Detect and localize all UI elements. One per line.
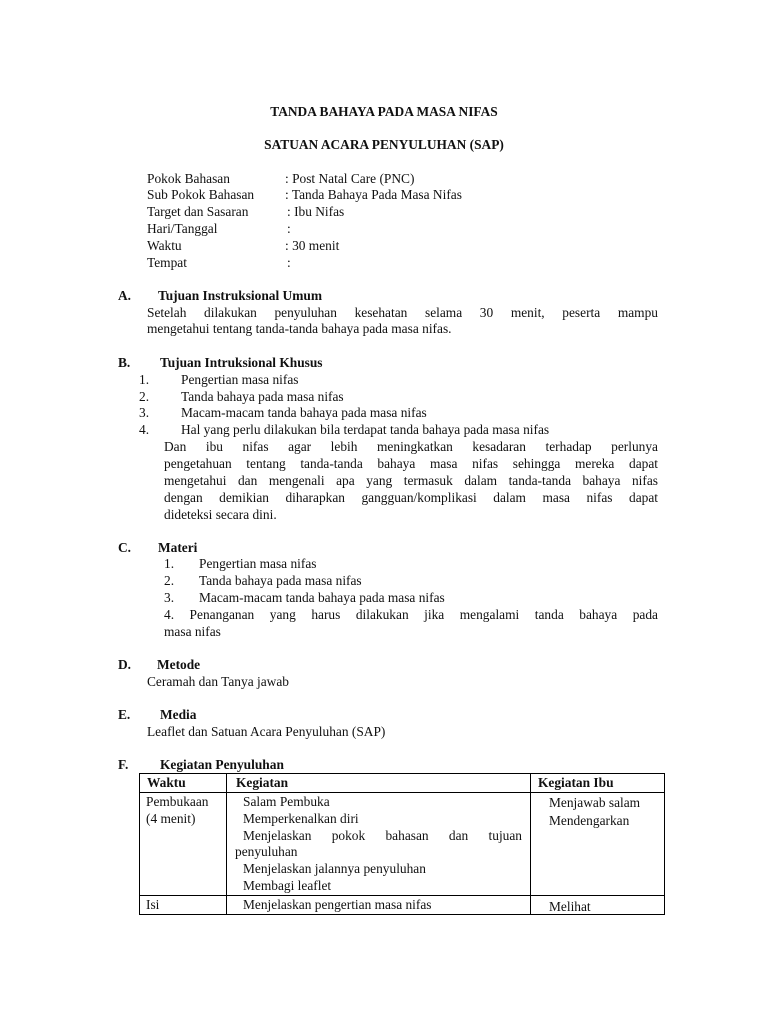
table-header-kegiatan-ibu: Kegiatan Ibu [538, 775, 614, 790]
table-border [530, 773, 531, 915]
info-value: : Ibu Nifas [287, 204, 345, 219]
list-item: Macam-macam tanda bahaya pada masa nifas [181, 405, 427, 420]
section-letter: F. [118, 757, 129, 772]
list-number: 1. [164, 556, 175, 571]
info-label: Tempat [147, 255, 187, 270]
table-cell-kegiatan: Menjelaskan pokok bahasan dan tujuan [243, 828, 522, 843]
paragraph-line: Dan ibu nifas agar lebih meningkatkan kesadaran terhadap perlunya [164, 439, 658, 454]
table-cell-kegiatan: Menjelaskan pengertian masa nifas [243, 897, 432, 912]
table-cell-kegiatan: Memperkenalkan diri [243, 811, 359, 826]
section-heading: Tujuan Instruksional Umum [158, 288, 322, 303]
table-header-kegiatan: Kegiatan [236, 775, 289, 790]
info-value: : 30 menit [285, 238, 340, 253]
section-text: Leaflet dan Satuan Acara Penyuluhan (SAP) [147, 724, 386, 739]
list-item: Pengertian masa nifas [181, 372, 299, 387]
section-heading: Metode [157, 657, 201, 672]
info-label: Sub Pokok Bahasan [147, 187, 255, 202]
info-value: : Tanda Bahaya Pada Masa Nifas [285, 187, 462, 202]
table-cell-waktu: (4 menit) [146, 811, 196, 826]
list-item: Tanda bahaya pada masa nifas [181, 389, 344, 404]
table-border [664, 773, 665, 915]
table-border [139, 792, 665, 793]
info-label: Waktu [147, 238, 182, 253]
section-letter: B. [118, 355, 131, 370]
paragraph-line: dideteksi secara dini. [164, 507, 277, 522]
table-cell-kegiatan: Membagi leaflet [243, 878, 332, 893]
info-label: Hari/Tanggal [147, 221, 218, 236]
list-number: 1. [139, 372, 150, 387]
table-cell-waktu: Isi [146, 897, 160, 912]
list-item: Tanda bahaya pada masa nifas [199, 573, 362, 588]
section-heading: Media [160, 707, 197, 722]
paragraph-line: mengetahui dan mengenali apa yang termasuk dalam tanda-tanda bahaya nifas [164, 473, 658, 488]
paragraph-line: mengetahui tentang tanda-tanda bahaya pada masa nifas. [147, 321, 452, 336]
table-cell-waktu: Pembukaan [146, 794, 209, 809]
table-border [139, 773, 140, 915]
paragraph-line: dengan demikian diharapkan gangguan/komplikasi dalam masa nifas dapat [164, 490, 658, 505]
table-cell-kegiatan: penyuluhan [235, 844, 298, 859]
kegiatan-table [139, 773, 665, 915]
table-border [139, 773, 665, 774]
table-cell-ibu: Menjawab salam [549, 795, 641, 810]
list-number: 3. [164, 590, 175, 605]
table-border [226, 773, 227, 915]
list-number: 4. [139, 422, 150, 437]
table-cell-ibu: Mendengarkan [549, 813, 630, 828]
list-number: 2. [164, 573, 175, 588]
info-label: Target dan Sasaran [147, 204, 249, 219]
table-header-waktu: Waktu [147, 775, 186, 790]
section-heading: Materi [158, 540, 198, 555]
info-value: : [287, 255, 291, 270]
list-number: 3. [139, 405, 150, 420]
section-letter: E. [118, 707, 131, 722]
paragraph-line: Setelah dilakukan penyuluhan kesehatan selama 30 menit, peserta mampu [147, 305, 658, 320]
table-border [139, 895, 665, 896]
document-subtitle: SATUAN ACARA PENYULUHAN (SAP) [264, 137, 504, 152]
section-letter: C. [118, 540, 132, 555]
table-cell-ibu: Melihat [549, 899, 591, 914]
document-title: TANDA BAHAYA PADA MASA NIFAS [270, 104, 498, 119]
info-value: : Post Natal Care (PNC) [285, 171, 415, 186]
section-heading: Tujuan Intruksional Khusus [160, 355, 323, 370]
list-item: Pengertian masa nifas [199, 556, 317, 571]
table-cell-kegiatan: Menjelaskan jalannya penyuluhan [243, 861, 426, 876]
list-number: 2. [139, 389, 150, 404]
section-letter: A. [118, 288, 132, 303]
info-label: Pokok Bahasan [147, 171, 230, 186]
section-heading: Kegiatan Penyuluhan [160, 757, 284, 772]
table-cell-kegiatan: Salam Pembuka [243, 794, 330, 809]
paragraph-line: 4. Penanganan yang harus dilakukan jika mengalami tanda bahaya pada [164, 607, 658, 622]
section-letter: D. [118, 657, 132, 672]
section-text: Ceramah dan Tanya jawab [147, 674, 289, 689]
list-item: Macam-macam tanda bahaya pada masa nifas [199, 590, 445, 605]
paragraph-line: masa nifas [164, 624, 221, 639]
info-value: : [287, 221, 291, 236]
list-item: Hal yang perlu dilakukan bila terdapat tanda bahaya pada masa nifas [181, 422, 550, 437]
paragraph-line: pengetahuan tentang tanda-tanda bahaya masa nifas sehingga mereka dapat [164, 456, 658, 471]
